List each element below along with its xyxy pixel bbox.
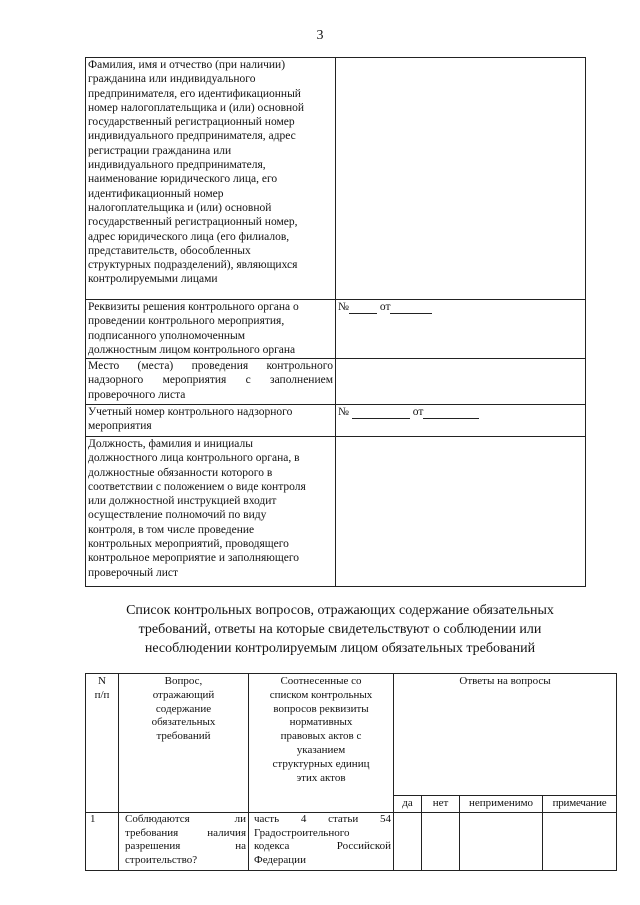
label-line: должностные обязанности которого в <box>88 466 273 479</box>
checklist-table <box>85 673 617 871</box>
label-line: проверочный лист <box>88 566 179 579</box>
place-value[interactable] <box>336 359 586 405</box>
label-line: номер налогоплательщика и (или) основной <box>88 101 305 114</box>
label-line: подписанного уполномоченным <box>88 329 246 342</box>
label-line: проведении контрольного мероприятия, <box>88 315 285 328</box>
header-line: N <box>98 675 106 687</box>
title-line: требований, ответы на которые свидетельствуют о соблюдении или <box>138 622 542 637</box>
page-number: 3 <box>316 28 324 43</box>
checklist-title <box>90 601 590 658</box>
header-line: обязательных <box>151 716 216 729</box>
cell-line: часть 4 статьи 54 <box>254 812 391 825</box>
inspected-person-label <box>86 58 336 300</box>
label-line: должностным лицом контрольного органа <box>88 343 296 356</box>
label-line: идентификационный номер <box>88 187 224 200</box>
num-header <box>86 674 119 813</box>
date-prefix: от <box>379 301 391 313</box>
question-cell <box>119 812 249 870</box>
label-line: адрес юридического лица (его филиалов, <box>88 230 290 243</box>
header-line: Вопрос, <box>164 675 203 687</box>
header-line: нормативных <box>289 716 353 729</box>
label-line: предпринимателя, его идентификационный <box>88 87 301 100</box>
legal-acts-cell <box>249 812 394 870</box>
label-line: Учетный номер контрольного надзорного <box>88 406 293 418</box>
label-line: структурных подразделений), являющихся <box>88 259 298 272</box>
cell-line: требования наличия <box>125 826 246 839</box>
inspection-details-table <box>85 57 586 587</box>
answer-note-header: примечание <box>543 796 617 813</box>
table-row <box>86 58 586 300</box>
date-blank[interactable] <box>423 418 479 419</box>
label-line: Место (места) проведения контрольного <box>88 360 333 372</box>
official-value[interactable] <box>336 437 586 587</box>
official-label <box>86 437 336 587</box>
inspected-person-value[interactable] <box>336 58 586 300</box>
cell-line: разрешения на <box>125 840 246 853</box>
label-line: контролируемыми лицами <box>88 273 218 286</box>
table-row <box>86 405 586 437</box>
number-prefix: № <box>338 406 349 418</box>
answers-header: Ответы на вопросы <box>394 674 617 796</box>
question-header <box>119 674 249 813</box>
header-line: содержание <box>155 702 212 715</box>
number-prefix: № <box>338 301 349 313</box>
header-line: списком контрольных <box>269 688 373 701</box>
label-line: мероприятия <box>88 420 152 433</box>
cell-line: Соблюдаются ли <box>125 812 246 825</box>
header-line: структурных единиц <box>272 757 370 770</box>
answer-no-cell[interactable] <box>422 812 460 870</box>
label-line: Должность, фамилия и инициалы <box>88 438 253 450</box>
row-number: 1 <box>86 812 119 870</box>
date-prefix: от <box>412 406 424 418</box>
cell-line: кодекса Российской <box>254 840 391 853</box>
label-line: контрольное мероприятие и заполняющего <box>88 552 300 565</box>
label-line: представительств, обособленных <box>88 244 251 257</box>
label-line: проверочного листа <box>88 388 186 401</box>
label-line: налогоплательщика и (или) основной <box>88 201 272 214</box>
label-line: государственный регистрационный номер, <box>88 216 298 229</box>
decision-details-label <box>86 300 336 359</box>
label-line: регистрации гражданина или <box>88 144 232 157</box>
header-line: правовых актов с <box>280 730 362 743</box>
label-line: надзорного мероприятия с заполнением <box>88 374 333 387</box>
registration-number-label <box>86 405 336 437</box>
label-line: контроля, в том числе проведение <box>88 523 255 536</box>
header-line: требований <box>156 730 211 743</box>
label-line: наименование юридического лица, его <box>88 173 278 186</box>
label-line: контрольных мероприятий, проводящего <box>88 538 289 551</box>
cell-line: Федерации <box>254 854 306 867</box>
label-line: или должностной инструкцией входит <box>88 495 277 508</box>
table-row <box>86 437 586 587</box>
place-label <box>86 359 336 405</box>
label-line: должностного лица контрольного органа, в <box>88 452 300 465</box>
title-line: Список контрольных вопросов, отражающих содержание обязательных <box>126 603 554 618</box>
header-line: указанием <box>296 743 346 756</box>
answer-note-cell[interactable] <box>543 812 617 870</box>
header-line: вопросов реквизиты <box>273 702 369 715</box>
legal-acts-header <box>249 674 394 813</box>
table-row <box>86 812 617 870</box>
label-line: Фамилия, имя и отчество (при наличии) <box>88 59 286 71</box>
cell-line: строительство? <box>125 854 198 867</box>
number-blank[interactable] <box>349 313 377 314</box>
title-line: несоблюдении контролируемым лицом обязательных требований <box>144 641 536 656</box>
label-line: соответствии с положением о виде контроля <box>88 480 306 493</box>
date-blank[interactable] <box>390 313 432 314</box>
registration-number-value[interactable] <box>336 405 586 437</box>
answer-yes-cell[interactable] <box>394 812 422 870</box>
label-line: гражданина или индивидуального <box>88 73 256 86</box>
label-line: Реквизиты решения контрольного органа о <box>88 301 299 313</box>
answer-no-header: нет <box>422 796 460 813</box>
label-line: индивидуального предпринимателя, адрес <box>88 130 296 143</box>
decision-details-value[interactable] <box>336 300 586 359</box>
number-blank[interactable] <box>352 418 410 419</box>
header-line: отражающий <box>152 688 215 701</box>
answer-na-header: неприменимо <box>460 796 543 813</box>
header-line: Соотнесенные со <box>280 675 362 687</box>
label-line: индивидуального предпринимателя, <box>88 159 266 172</box>
table-row <box>86 359 586 405</box>
header-line: этих актов <box>296 771 346 784</box>
label-line: государственный регистрационный номер <box>88 116 295 129</box>
header-line: п/п <box>94 688 110 701</box>
answer-yes-header: да <box>394 796 422 813</box>
answer-na-cell[interactable] <box>460 812 543 870</box>
cell-line: Градостроительного <box>254 826 350 839</box>
table-row <box>86 300 586 359</box>
table-header-row <box>86 674 617 796</box>
label-line: осуществление полномочий по виду <box>88 509 267 522</box>
